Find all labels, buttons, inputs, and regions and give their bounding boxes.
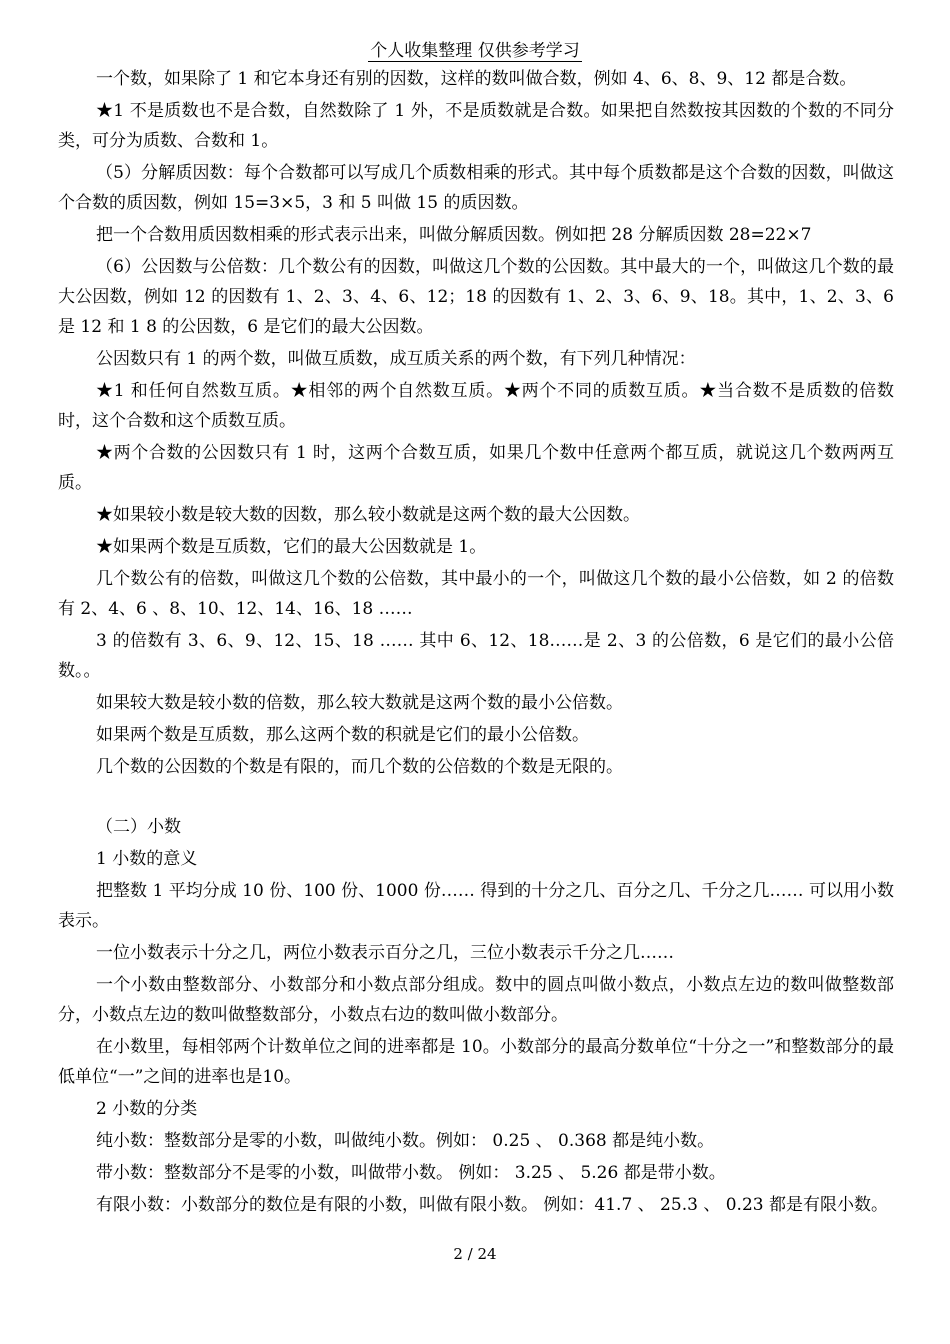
paragraph: ★两个合数的公因数只有 1 时，这两个合数互质，如果几个数中任意两个都互质，就说这几个数两两互质。 — [58, 443, 894, 493]
paragraph: 公因数只有 1 的两个数，叫做互质数，成互质关系的两个数，有下列几种情况： — [96, 349, 696, 369]
paragraph: ★如果两个数是互质数，它们的最大公因数就是 1。 — [96, 537, 487, 557]
paragraph: 一个小数由整数部分、小数部分和小数点部分组成。数中的圆点叫做小数点，小数点左边的数叫做整数部分，小数点左边的数叫做整数部分，小数点右边的数叫做小数部分。 — [58, 975, 894, 1025]
paragraph: （5）分解质因数：每个合数都可以写成几个质数相乘的形式。其中每个质数都是这个合数的因数，叫做这个合数的质因数，例如 15=3×5，3 和 5 叫做 15 的质因数。 — [58, 163, 894, 213]
paragraph: ★1 和任何自然数互质。★相邻的两个自然数互质。★两个不同的质数互质。★当合数不是质数的倍数时，这个合数和这个质数互质。 — [58, 381, 894, 431]
header-text: 个人收集整理 仅供参考学习 — [370, 41, 580, 61]
paragraph: 纯小数：整数部分是零的小数，叫做纯小数。例如： 0.25 、 0.368 都是纯小数。 — [96, 1131, 715, 1151]
paragraph: 把整数 1 平均分成 10 份、100 份、1000 份…… 得到的十分之几、百分之几、千分之几…… 可以用小数表示。 — [58, 881, 894, 931]
paragraph: 几个数公有的倍数，叫做这几个数的公倍数，其中最小的一个，叫做这几个数的最小公倍数，如 2 的倍数有 2、4、6 、8、10、12、14、16、18 …… — [58, 569, 894, 619]
paragraph: 带小数：整数部分不是零的小数，叫做带小数。 例如： 3.25 、 5.26 都是带小数。 — [96, 1163, 726, 1183]
paragraph: 一位小数表示十分之几，两位小数表示百分之几，三位小数表示千分之几…… — [96, 943, 674, 963]
page-number: 2 / 24 — [453, 1245, 497, 1263]
paragraph: 有限小数：小数部分的数位是有限的小数，叫做有限小数。 例如：41.7 、 25.3 、 0.23 都是有限小数。 — [96, 1195, 888, 1215]
paragraph: （6）公因数与公倍数：几个数公有的因数，叫做这几个数的公因数。其中最大的一个，叫做这几个数的最大公因数，例如 12 的因数有 1、2、3、4、6、12；18 的因数有 1、2、3、6、9、18。其中，1、2、3、6 是 12 和 1 8 的公因数，6 是它们的最大公因数。 — [58, 257, 894, 337]
subsection-heading: 1 小数的意义 — [96, 849, 198, 869]
document-body — [58, 64, 894, 1222]
paragraph: 3 的倍数有 3、6、9、12、15、18 …… 其中 6、12、18……是 2、3 的公倍数，6 是它们的最小公倍数。。 — [58, 631, 894, 681]
paragraph: 在小数里，每相邻两个计数单位之间的进率都是 10。小数部分的最高分数单位“十分之一”和整数部分的最低单位“一”之间的进率也是10。 — [58, 1037, 894, 1087]
paragraph: 如果较大数是较小数的倍数，那么较大数就是这两个数的最小公倍数。 — [96, 693, 623, 713]
paragraph: ★如果较小数是较大数的因数，那么较小数就是这两个数的最大公因数。 — [96, 505, 640, 525]
page-header — [0, 40, 950, 62]
subsection-heading: 2 小数的分类 — [96, 1099, 198, 1119]
section-heading: （二）小数 — [96, 817, 181, 837]
paragraph: ★1 不是质数也不是合数，自然数除了 1 外，不是质数就是合数。如果把自然数按其因数的个数的不同分类，可分为质数、合数和 1。 — [58, 101, 894, 151]
paragraph: 几个数的公因数的个数是有限的，而几个数的公倍数的个数是无限的。 — [96, 757, 623, 777]
paragraph: 一个数，如果除了 1 和它本身还有别的因数，这样的数叫做合数，例如 4、6、8、9、12 都是合数。 — [96, 69, 857, 89]
paragraph: 如果两个数是互质数，那么这两个数的积就是它们的最小公倍数。 — [96, 725, 589, 745]
paragraph: 把一个合数用质因数相乘的形式表示出来，叫做分解质因数。例如把 28 分解质因数 28=22×7 — [96, 225, 812, 245]
